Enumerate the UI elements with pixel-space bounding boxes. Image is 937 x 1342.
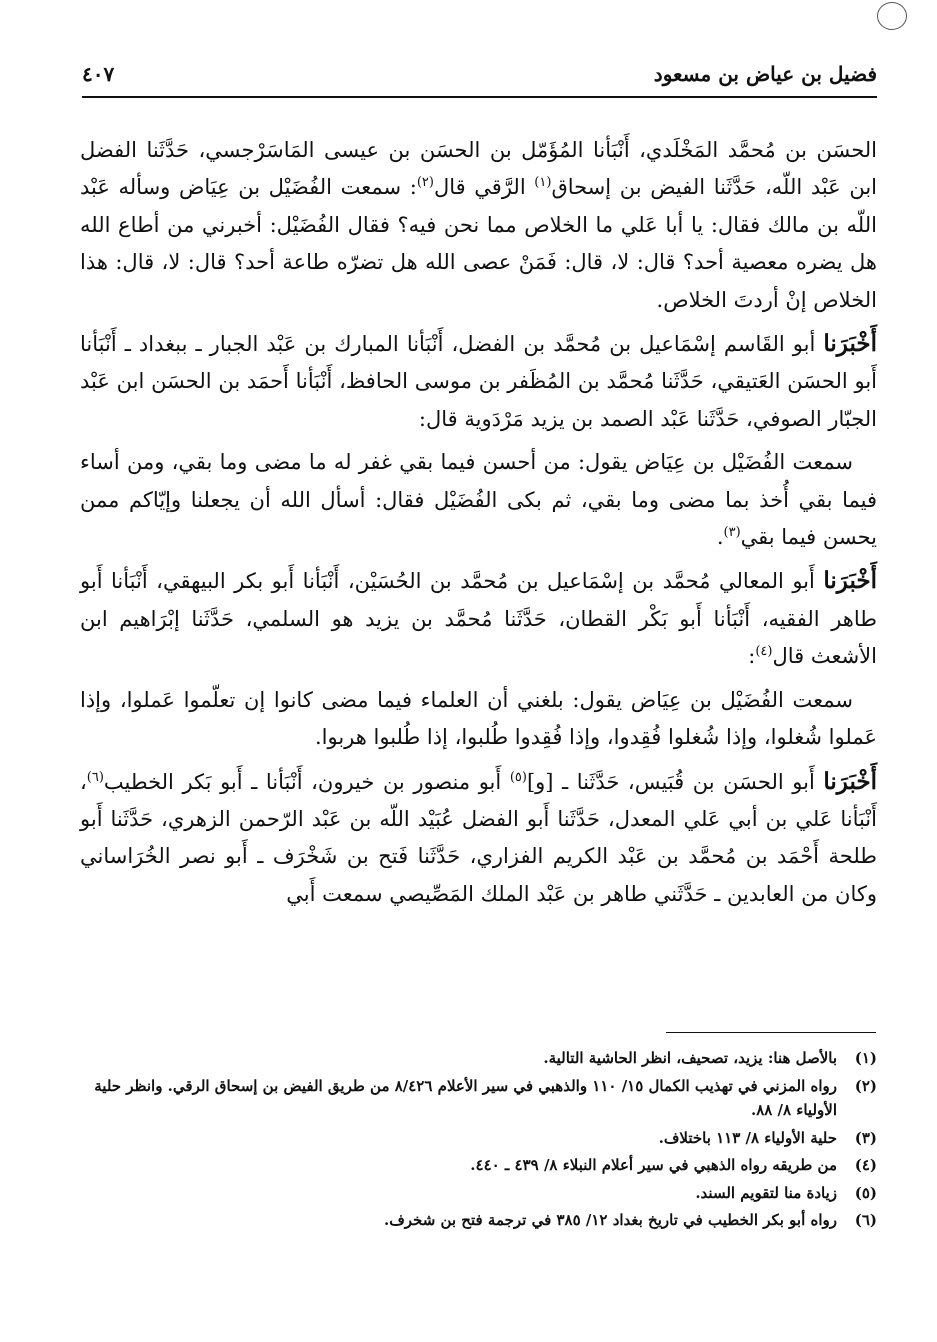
isnad-keyword: أَخْبَرَنا [823, 567, 877, 595]
footnote: (٢) رواه المزني في تهذيب الكمال ١٥/ ١١٠ والذهبي في سير الأعلام ٨/٤٢٦ من طريق الفيض بن إسحاق الرقي. وانظر حلية الأولياء ٨/ ٨٨. [94, 1076, 877, 1119]
paragraph: أَخْبَرَنا أَبو المعالي مُحمَّد بن إسْمَاعيل بن مُحمَّد بن الحُسَيْن، أَنْبَأنا أَبو بكر البيهقي، أَنْبَأنا أَبو طاهر الفقيه، أَنْبَأنا أَبو بَكْر القطان، حَدَّثَنا مُحمَّد بن يزيد هو السلمي، حَدَّثَنا إبْرَاهيم ابن الأشعث قال$^{(٤)}$: [80, 567, 877, 669]
paragraph: الحسَن بن مُحمَّد المَخْلَدي، أَنْبَأنا المُؤَمّل بن الحسَن بن عيسى المَاسَرْجسي، حَدَّثَنا الفضل ابن عَبْد اللّه، حَدَّثَنا الفيض بن إسحاق$^{(١)}$ الرَّقي قال$^{(٢)}$: سمعت الفُضَيْل بن عِيَاض وسأله عَبْد اللّه بن مالك فقال: يا أبا عَلي ما الخلاص مما نحن فيه؟ فقال الفُضَيْل: أخبرني من أطاع الله هل يضره معصية أحد؟ قال: لا، قال: فَمَنْ عصى الله هل تضرّه طاعة أحد؟ قال: لا، قال: هذا الخلاص إنْ أردتَ الخلاص. [80, 138, 878, 312]
footnote: (٤) من طريقه رواه الذهبي في سير أعلام النبلاء ٨/ ٤٣٩ ـ ٤٤٠. [470, 1156, 877, 1174]
isnad-keyword: أَخْبَرَنا [823, 767, 878, 795]
footnote-rule [666, 1032, 876, 1033]
running-title: فضيل بن عياض بن مسعود [653, 62, 877, 86]
paragraph: سمعت الفُضَيْل بن عِيَاض يقول: بلغني أن العلماء فيما مضى كانوا إن تعلّموا عَملوا، وإذا عَملوا شُغلوا، وإذا شُغلوا فُقِدوا، وإذا فُقِدوا طُلبوا، إذا طُلبوا هربوا. [80, 687, 877, 750]
paragraph: أَخْبَرَنا أبو القَاسم إسْمَاعيل بن مُحمَّد بن الفضل، أَنْبَأنا المبارك بن عَبْد الجبار ـ ببغداد ـ أَنْبَأنا أَبو الحسَن العَتيقي، حَدَّثَنا مُحمَّد بن المُظَفر بن موسى الحافظ، أَنْبَأنا أَحمَد بن الحسَن ابن عَبْد الجبّار الصوفي، حَدَّثَنا عَبْد الصمد بن يزيد مَرْدَوية قال: [80, 330, 877, 431]
footnote: (٥) زيادة منا لتقويم السند. [695, 1183, 877, 1202]
isnad-keyword: أَخْبَرَنا [823, 330, 877, 358]
paragraph: سمعت الفُضَيْل بن عِيَاض يقول: من أحسن فيما بقي غفر له ما مضى وما بقي، ومن أساء فيما بقي أُخذ بما مضى وما بقي، ثم بكى الفُضَيْل فقال: أسأل الله أن يجعلنا وإيّاكم ممن يحسن فيما بقي$^{(٣)}$. [80, 450, 877, 550]
page-number: ٤٠٧ [82, 62, 115, 86]
footnote: (٣) حلية الأولياء ٨/ ١١٣ باختلاف. [658, 1128, 877, 1147]
footnotes [80, 1046, 877, 1236]
main-text [80, 132, 877, 919]
header-rule [82, 96, 877, 98]
footnote: (١) بالأصل هنا: يزيد، تصحيف، انظر الحاشية التالية. [543, 1049, 877, 1067]
page-header [82, 58, 877, 92]
corner-circle-mark [877, 2, 907, 30]
footnote: (٦) رواه أبو بكر الخطيب في تاريخ بغداد ١٢/ ٣٨٥ في ترجمة فتح بن شخرف. [383, 1211, 877, 1229]
paragraph: أَخْبَرَنا أَبو الحسَن بن قُبَيس، حَدَّثَنا ـ [و]$^{(٥)}$ أَبو منصور بن خيرون، أَنْبَأنا ـ أَبو بَكر الخطيب$^{(٦)}$، أَنْبَأنا عَلي بن أبي عَلي المعدل، حَدَّثَنا أَبو الفضل عُبَيْد اللّه بن عَبْد الرّحمن الزهري، حَدَّثَنا أَبو طلحة أَحْمَد بن مُحمَّد بن عَبْد الكريم الفزاري، حَدَّثَنا فَتح بن شَخْرَف ـ أَبو نصر الخُرَاساني وكان من العابدين ـ حَدَّثَني طاهر بن عَبْد الملك المَصِّيصي سمعت أَبي [80, 767, 878, 906]
